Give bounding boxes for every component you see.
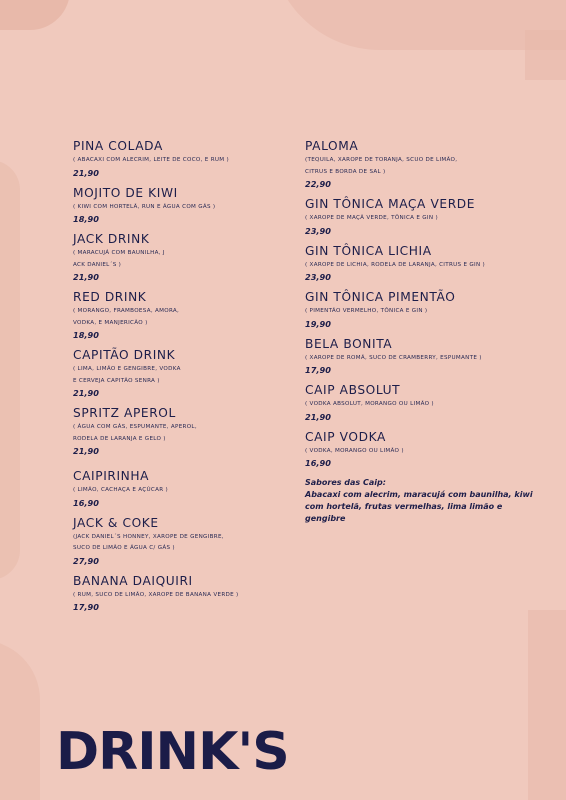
item-price: 22,90 xyxy=(305,179,331,189)
item-description: ( LIMA, LIMÃO E GENGIBRE, VODKA E CERVEJA CAPITÃO SENRA ) xyxy=(73,366,181,384)
bg-shape-bottom-left xyxy=(0,640,40,800)
item-description: ( ABACAXI COM ALECRIM, LEITE DE COCO, E RUM ) xyxy=(73,157,229,163)
item-name: MOJITO DE KIWI xyxy=(73,185,178,200)
caip-flavors-note xyxy=(305,477,535,525)
item-name: GIN TÔNICA PIMENTÃO xyxy=(305,290,456,304)
item-name: SPRITZ APEROL xyxy=(73,406,176,420)
item-price: 27,90 xyxy=(73,555,99,566)
bg-shape-top-left xyxy=(0,0,70,30)
menu-item xyxy=(73,348,288,399)
item-price: 23,90 xyxy=(305,272,331,282)
item-name: JACK DRINK xyxy=(73,232,150,246)
item-description: ( MORANGO, FRAMBOESA, AMORA, VODKA, E MANJERICÃO ) xyxy=(73,308,180,326)
item-name: CAIP VODKA xyxy=(305,429,386,444)
bg-shape-right-bar xyxy=(525,30,566,80)
item-price: 17,90 xyxy=(73,602,99,612)
menu-item xyxy=(305,244,535,284)
item-price: 18,90 xyxy=(73,214,99,224)
item-description: ( LIMÃO, CACHAÇA E AÇÚCAR ) xyxy=(73,487,168,493)
menu-item xyxy=(73,469,288,509)
menu-item xyxy=(305,430,535,470)
item-price: 21,90 xyxy=(73,446,99,456)
item-description: ( ÁGUA COM GÁS, ESPUMANTE, APEROL, RODELA DE LARANJA E GELO ) xyxy=(73,424,197,442)
note-title: Sabores das Caip: xyxy=(305,478,386,487)
item-description: ( XAROPE DE ROMÃ, SUCO DE CRAMBERRY, ESPUMANTE ) xyxy=(305,354,482,361)
item-name: GIN TÔNICA LICHIA xyxy=(305,243,432,258)
item-price: 16,90 xyxy=(73,497,99,508)
item-price: 17,90 xyxy=(305,365,331,375)
item-description: ( VODKA ABSOLUT, MORANGO OU LIMÃO ) xyxy=(305,401,434,407)
item-description: ( MARACUJÁ COM BAUNILHA, J ACK DANIEL´S ) xyxy=(73,250,165,268)
item-description: ( KIWI COM HORTELÃ, RUN E ÁGUA COM GÁS ) xyxy=(73,203,216,210)
item-description: (TEQUILA, XAROPE DE TORANJA, SCUO DE LIMÃO, CITRUS E BORDA DE SAL ) xyxy=(305,157,458,175)
item-price: 21,90 xyxy=(73,167,99,178)
brand-title: DRINK'S xyxy=(56,722,289,782)
item-price: 23,90 xyxy=(305,225,331,236)
item-price: 18,90 xyxy=(73,330,99,340)
left-menu-column xyxy=(73,139,288,613)
item-price: 21,90 xyxy=(305,411,331,422)
note-body: Abacaxi com alecrim, maracujá com baunilha, kiwi com hortelã, frutas vermelhas, lima limão e gengibre xyxy=(305,490,533,523)
item-price: 21,90 xyxy=(73,272,99,282)
menu-item xyxy=(305,139,535,190)
item-name: JACK & COKE xyxy=(73,515,159,530)
item-name: BELA BONITA xyxy=(305,336,393,351)
menu-item xyxy=(73,139,288,179)
item-description: ( XAROPE DE LICHIA, RODELA DE LARANJA, CITRUS E GIN ) xyxy=(305,261,486,268)
menu-item xyxy=(305,290,535,330)
item-name: CAPITÃO DRINK xyxy=(73,348,176,362)
menu-item xyxy=(73,232,288,283)
item-price: 16,90 xyxy=(305,458,331,468)
right-menu-column xyxy=(305,139,535,525)
menu-item xyxy=(73,186,288,226)
menu-item xyxy=(305,337,535,377)
menu-item xyxy=(73,574,288,614)
item-description: ( PIMENTÃO VERMELHO, TÔNICA E GIN ) xyxy=(305,308,428,314)
item-description: ( XAROPE DE MAÇÃ VERDE, TÔNICA E GIN ) xyxy=(305,215,438,221)
item-name: CAIPIRINHA xyxy=(73,469,150,483)
menu-item xyxy=(73,516,288,567)
menu-item xyxy=(305,383,535,423)
item-description: ( RUM, SUCO DE LIMÃO, XAROPE DE BANANA VERDE ) xyxy=(73,591,239,598)
item-description: ( VODKA, MORANGO OU LIMÃO ) xyxy=(305,447,404,454)
bg-shape-left-band xyxy=(0,160,20,580)
item-name: RED DRINK xyxy=(73,290,147,304)
bg-shape-right-bottom xyxy=(528,610,566,800)
item-description: (JACK DANIEL´S HONNEY, XAROPE DE GENGIBRE, SUCO DE LIMÃO E ÁGUA C/ GÁS ) xyxy=(73,533,224,551)
menu-item xyxy=(305,197,535,237)
item-price: 19,90 xyxy=(305,318,331,329)
item-price: 21,90 xyxy=(73,388,99,398)
menu-item xyxy=(73,406,288,457)
item-name: CAIP ABSOLUT xyxy=(305,383,401,397)
bg-shape-top-arc xyxy=(270,0,566,50)
item-name: PINA COLADA xyxy=(73,139,163,153)
item-name: BANANA DAIQUIRI xyxy=(73,573,193,588)
item-name: PALOMA xyxy=(305,139,359,153)
menu-item xyxy=(73,290,288,341)
item-name: GIN TÔNICA MAÇA VERDE xyxy=(305,197,476,211)
